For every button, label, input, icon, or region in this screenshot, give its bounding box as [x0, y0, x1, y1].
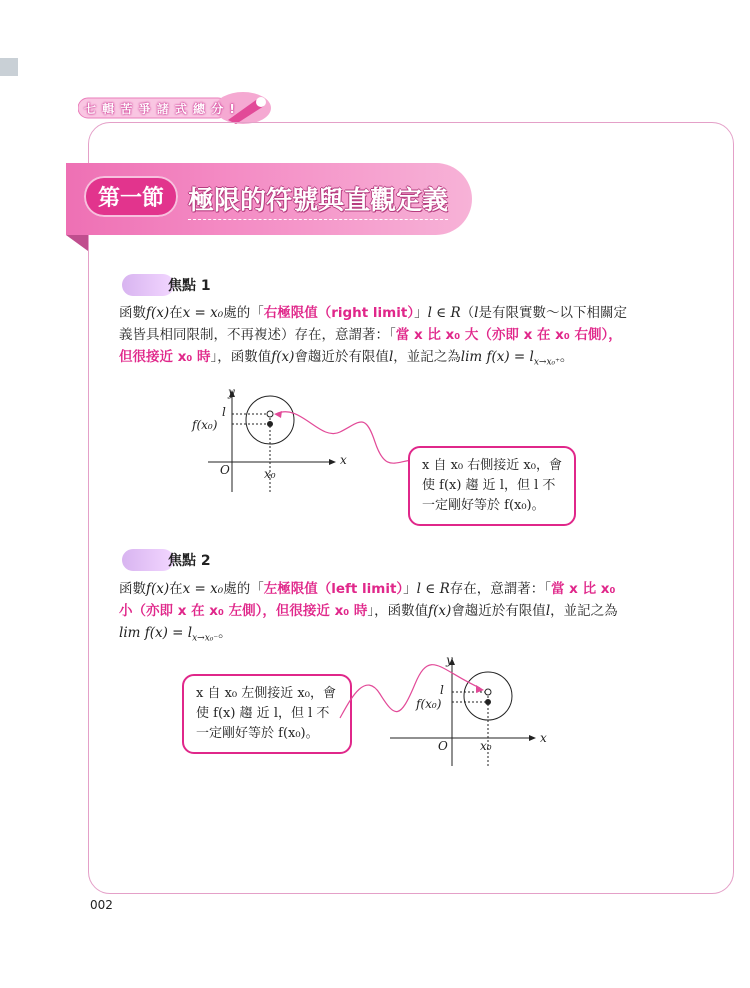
page-number: 002 — [90, 898, 113, 912]
page-edge-tab — [0, 58, 18, 76]
graph-2-y-label: y — [446, 653, 453, 667]
graph-2-origin-label: O — [438, 739, 448, 753]
graph-1-filled-point — [267, 421, 273, 427]
focus-1-text: 焦點 1 — [168, 278, 211, 294]
right-limit-sub: x→x₀⁺ — [533, 357, 560, 368]
graph-1-callout: x 自 x₀ 右側接近 x₀，會 使 f(x) 趨 近 l，但 l 不 一定剛好等於 f(x₀)。 — [408, 446, 576, 526]
right-limit-notation: lim f(x) = l — [460, 349, 534, 365]
focus-1-blob-icon — [122, 274, 174, 296]
right-limit-condition: 當 x 比 x₀ 大（亦即 x 在 x₀ 右側），但很接近 x₀ 時 — [119, 327, 622, 365]
graph-1-x-label: x — [340, 453, 347, 467]
section-banner-fold — [66, 235, 88, 251]
graph-1-y-label: y — [228, 385, 235, 399]
focus-2-text: 焦點 2 — [168, 553, 211, 569]
focus-2-label — [122, 548, 211, 572]
left-limit-notation: lim f(x) = l — [119, 625, 193, 641]
focus-1-paragraph: 函數f(x)在x = x₀處的「右極限值（right limit）」l ∈ R（l是有限實數～以下相關定義皆具相同限制，不再複述）存在，意謂著：「當 x 比 x₀ 大（亦即 x 在 x₀ 右側），但很接近 x₀ 時」，函數值f(x)會趨近於有限值l，並記之為$\lim f(x) = l_{x\to x_0^+}$。 — [119, 305, 627, 368]
graph-2 — [330, 650, 560, 770]
focus-2-paragraph: 函數f(x)在x = x₀處的「左極限值（left limit）」l ∈ R存在，意謂著：「當 x 比 x₀ 小（亦即 x 在 x₀ 左側），但很接近 x₀ 時」，函數值f(x)會趨近於有限值l，並記之為$\lim f(x) = l_{x\to x_0^-}$。 — [119, 581, 618, 644]
left-limit-condition: 當 x 比 x₀ 小（亦即 x 在 x₀ 左側），但很接近 x₀ 時 — [119, 581, 616, 619]
graph-1-l-label: l — [222, 405, 226, 419]
graph-2-filled-point — [485, 699, 491, 705]
graph-2-open-point — [485, 689, 491, 695]
graph-1-open-point — [267, 411, 273, 417]
graph-2-callout: x 自 x₀ 左側接近 x₀，會 使 f(x) 趨 近 l，但 l 不 一定剛好等於 f(x₀)。 — [182, 674, 352, 754]
graph-1-fx0-label: f(x₀) — [192, 418, 218, 432]
graph-1-x0-label: x₀ — [264, 467, 276, 481]
graph-1-origin-label: O — [220, 463, 230, 477]
graph-2-x0-label: x₀ — [480, 739, 492, 753]
left-limit-term: 左極限值（left limit） — [263, 581, 404, 597]
graph-2-x-label: x — [540, 731, 547, 745]
focus-1-label — [122, 273, 211, 297]
graph-2-pointer-curve — [340, 665, 480, 718]
section-title: 極限的符號與直觀定義 — [188, 180, 448, 220]
section-number: 第一節 — [84, 176, 178, 217]
graph-2-fx0-label: f(x₀) — [416, 697, 442, 711]
graph-1 — [190, 382, 420, 502]
left-limit-sub: x→x₀⁻ — [192, 633, 219, 644]
focus-2-blob-icon — [122, 549, 174, 571]
graph-2-l-label: l — [440, 683, 444, 697]
header-text: 七 輯 苦 爭 諸 式 總 分 ! — [84, 102, 236, 116]
right-limit-term: 右極限值（right limit） — [263, 305, 415, 321]
